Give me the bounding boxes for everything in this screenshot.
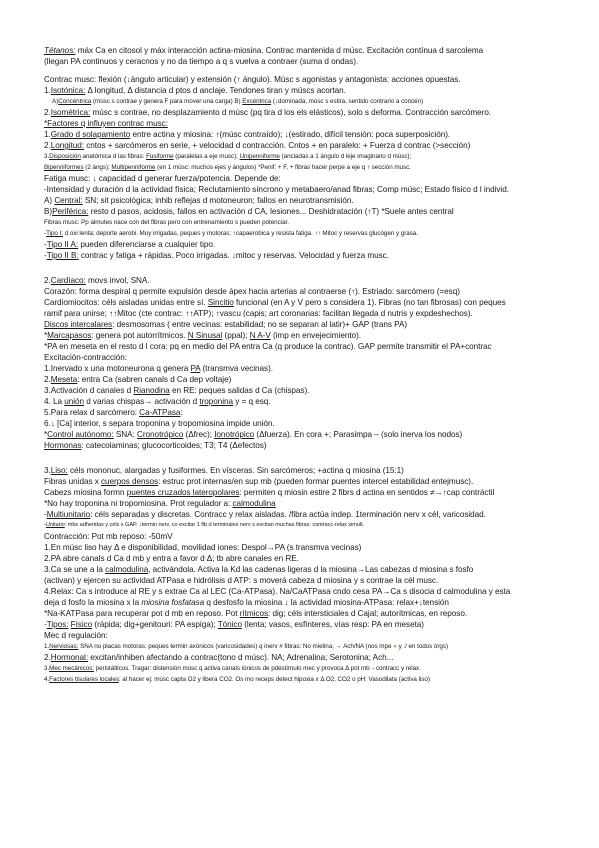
text-span: : catecolaminas; glucocorticoides; T3; T4 (Δefectos) — [81, 441, 267, 450]
text-span: d oxi lenta; deporte aerobi. Muy irrigadas, peques y motoras; ↑capaerobica y resista fatiga. ↑↑ Mitoc y reservas glucógen y grasa. — [62, 230, 418, 237]
text-span: : desmosomas ( entre vecinas: estabilidad; no se separan al latir)+ GAP (trans PA) — [112, 320, 408, 329]
text-span: : genera pot autorrítmicos. — [91, 331, 188, 340]
text-span: troponina — [199, 397, 234, 406]
text-span: (↓dominada, músc s estira, sentido contrario a concén) — [271, 98, 424, 105]
text-span: Disposición — [49, 153, 81, 160]
text-span: 6.↓ [Ca] interior, s separa troponina y tropomiosina impide unión. — [44, 419, 275, 428]
text-span: SNA: — [113, 430, 138, 439]
document-body — [44, 45, 566, 685]
text-span: (en 1 músc: muchos ejes y ángulos) *Penif: + F, + fibras hacer perpe a eje q ↑ sección musc. — [155, 164, 411, 171]
text-span: -Intensidad y duración d la actividad física; Reclutamiento síncrono y metabaero/anad fibras; Comp músc; Estado físico d l individ. — [44, 185, 509, 194]
text-span: máx Ca en citosol y máx interacción actina-miosina. Contrac mantenida d músc. Excitación contínua d sarcolema — [75, 46, 484, 55]
text-line — [44, 663, 566, 674]
text-span: : — [180, 408, 183, 417]
text-span: Tipo II B: — [46, 251, 79, 260]
text-span: 1. — [44, 86, 51, 95]
text-line — [44, 286, 566, 297]
text-span: (2 ángs); — [83, 164, 112, 171]
text-line — [44, 476, 566, 487]
text-line — [44, 45, 566, 56]
text-span: y = q esq. — [233, 397, 271, 406]
text-span: Periférica: — [52, 207, 89, 216]
text-line — [44, 129, 566, 140]
text-span: - — [44, 522, 46, 528]
text-span: rítmicos — [239, 609, 268, 618]
text-span: Nerviosas: — [49, 643, 79, 650]
text-line — [44, 429, 566, 440]
text-span: Hormonas — [44, 441, 82, 450]
text-span: Cabezs miosina formn — [44, 488, 127, 497]
text-line — [44, 575, 566, 586]
text-span: miosina fosfatasa — [141, 598, 205, 607]
text-line — [44, 674, 566, 685]
text-span: Unipenniforme — [239, 153, 280, 160]
text-span: : entra Ca (sabren canals d Ca dep voltaje) — [77, 375, 232, 384]
text-line — [44, 140, 566, 151]
text-span: Unitario — [45, 522, 65, 528]
text-line — [44, 542, 566, 553]
text-line — [44, 586, 566, 597]
text-line — [44, 195, 566, 206]
text-span: 3. — [44, 665, 50, 672]
text-span: Tipos: — [46, 620, 69, 629]
text-span: - — [44, 240, 47, 249]
text-span: (ppal); — [222, 331, 250, 340]
text-span: q desfosfo la miosina ↓ la actividad miosina-ATPasa: relax+↓tensión — [204, 598, 449, 607]
text-span: B) — [44, 207, 53, 216]
text-span: 2. — [44, 108, 51, 117]
text-span: Cronotrópico — [137, 430, 184, 439]
text-span: Isométrica: — [50, 108, 91, 117]
text-line — [44, 520, 566, 531]
text-span: Longitud: — [50, 141, 84, 150]
text-span: 1. — [44, 643, 50, 650]
text-span: entre actina y miosina: ↑(músc contraído); ↓(estirado, difícil tensión: poca superposición). — [130, 130, 451, 139]
text-span: puentes cruzados lateropolares — [126, 488, 240, 497]
text-span: (músc s contrae y genera F para mover una carga) B) — [91, 98, 243, 105]
text-span: , activándola. Activa la Kd las cadenas ligeras d la miosina→Las cabezas d miosina s fosfo — [148, 565, 474, 574]
text-span: Físico — [70, 620, 93, 629]
text-line — [44, 487, 566, 498]
text-line — [44, 418, 566, 429]
text-line — [44, 173, 566, 184]
text-span: 5.Para relax d sarcómero: — [44, 408, 140, 417]
text-span: A) — [52, 98, 59, 105]
text-span: *PA en meseta en el resto d l cora: pq en medio del PA entra Ca (q produce la contrac). GAP permite transmitir el PA+contrac — [44, 342, 492, 351]
text-span: Meseta — [50, 375, 78, 384]
text-span: (rápida; dig+genitouri: PA espiga); — [92, 620, 218, 629]
text-line — [44, 107, 566, 118]
text-span: (Δfuerza). En cora +; Parasimpa – (solo inerva los nodos) — [254, 430, 463, 439]
text-line — [44, 385, 566, 396]
text-line — [44, 341, 566, 352]
text-span: contrac y fatiga + rápidas. Poco irrigadas. ↓mitoc y reservas. Velocidad y fuerza musc. — [78, 251, 389, 260]
text-line — [44, 74, 566, 85]
text-span: SNA no placas motoras: peques termin axónicos (varicosidades) q inerv # fibras: No mielina; → Ach/NA (nos mpe — [78, 643, 394, 650]
text-span: Tipo II A: — [46, 240, 79, 249]
bullet-icon: ● — [393, 643, 397, 650]
text-line — [44, 630, 566, 641]
text-span: anatómica d las fibras: — [80, 153, 147, 160]
text-span: peristálticos. Tragar: distensión músc q activa canals iónicos de pdestirnulo mec y provoca Δ pot mb→contracc y relax. — [93, 665, 421, 672]
text-line — [44, 217, 566, 228]
text-span: Cardíaco: — [50, 276, 86, 285]
text-span: * — [44, 430, 48, 439]
text-span: : estruc prot internas/en sup mb (pueden formar puentes intercel estabilidad entejmusc). — [158, 477, 474, 486]
text-line — [44, 641, 566, 652]
text-span: Control autónomo: — [47, 430, 114, 439]
text-span: (Δfrec); — [183, 430, 215, 439]
text-line — [44, 619, 566, 630]
text-line — [44, 509, 566, 520]
text-span: y :/ en todos órgs) — [396, 643, 449, 650]
text-span: 4.Relax: Ca s introduce al RE y s extrae Ca al LEC (Ca-ATPasa). Na/CaATPasa cndo cesa PA→Ca s disocia d calmodulina y esta — [44, 587, 511, 596]
text-line — [44, 330, 566, 341]
text-line — [44, 319, 566, 330]
text-span: 2. — [44, 653, 51, 662]
text-span: resto d pasos, acidosis, fallos en activación d CA, lesiones... Deshidratación (↑T) *Suele antes central — [88, 207, 454, 216]
text-span: Bipenniformes — [44, 164, 84, 171]
text-span: Hormonal: — [50, 653, 89, 662]
text-span: : dig; céls intersticiales d Cajal; autorítmicas, en reposo. — [268, 609, 468, 618]
text-span: - — [44, 620, 47, 629]
text-span: 4. — [44, 676, 50, 683]
text-span: Mec d regulación: — [44, 631, 108, 640]
text-line — [44, 553, 566, 564]
text-span: (paralelas a eje musc); — [173, 153, 240, 160]
text-line — [44, 465, 566, 476]
text-span: movs invol, SNA. — [85, 276, 150, 285]
text-span: Tétanos: — [44, 46, 76, 55]
text-line — [44, 498, 566, 509]
text-span: d varias chispas→ activación d — [83, 397, 200, 406]
text-span: *No hay troponina ni tropomiosina. Prot regulador a: — [44, 499, 233, 508]
text-line — [44, 206, 566, 217]
text-span: cuerpos densos — [101, 477, 159, 486]
text-span: Factores tisulares locales — [49, 676, 119, 683]
text-span: (imp en envejecimiento). — [270, 331, 361, 340]
text-span: 3. — [44, 466, 51, 475]
text-line — [44, 608, 566, 619]
text-line — [44, 531, 566, 542]
text-line — [44, 56, 566, 67]
text-span: Contrac musc: flexión (↓ángulo articular) y extensión (↑ ángulo). Músc s agonistas y antagonista: acciones opuestas. — [44, 75, 461, 84]
text-span: Liso: — [50, 466, 68, 475]
text-line — [44, 275, 566, 286]
text-line — [44, 374, 566, 385]
text-span: *Na-KATPasa para recuperar pot d mb en reposo. Pot — [44, 609, 240, 618]
text-line — [44, 250, 566, 261]
text-span: 1. — [44, 130, 51, 139]
text-span: - — [44, 251, 47, 260]
text-span: Discos intercalares — [44, 320, 113, 329]
text-span: Fibras musc: Pp almutes nace con det fibras pero con entrenamiento s pueden potenciar. — [44, 219, 289, 226]
text-span: Multipenniforme — [111, 164, 156, 171]
text-span: N A-V — [249, 331, 271, 340]
text-span: calmodulina — [105, 565, 149, 574]
text-span: 2. — [44, 276, 51, 285]
text-span: SN; sit psicológica; inhib reflejas d motoneuron; fallos en neurotransmisión. — [82, 196, 354, 205]
text-span: (transmva vecinas). — [200, 364, 273, 373]
text-span: Fusiforme — [146, 153, 174, 160]
text-span: *Factores q influyen contrac musc: — [44, 119, 168, 128]
text-span: 4. La — [44, 397, 65, 406]
text-line — [44, 184, 566, 195]
text-span: PA — [190, 364, 201, 373]
text-line — [44, 407, 566, 418]
text-span: Mec mecánicos: — [49, 665, 94, 672]
text-line — [44, 363, 566, 374]
text-span: N Sinusal — [187, 331, 223, 340]
text-span: (activan) y ejercen su actividad ATPasa e hidrólisis d ATP: s moverá cabeza d miosina y s contrae la cél musc. — [44, 576, 439, 585]
text-span: Ionotrópico — [214, 430, 255, 439]
text-span: Marcapasos — [47, 331, 92, 340]
text-span: 3.Activación d canales d — [44, 386, 134, 395]
text-span: Corazón: forma despiral q permite expulsión desde ápex hacia arterias al contraerse (↑). Estriado: sarcómero (=esq) — [44, 287, 460, 296]
text-span: - — [44, 230, 47, 237]
text-span: Multiunitario — [46, 510, 91, 519]
text-line — [44, 162, 566, 173]
text-span: Concéntrica — [58, 98, 92, 105]
text-span: calmodulina — [232, 499, 276, 508]
text-span: pueden diferenciarse a cualquier tipo. — [78, 240, 216, 249]
text-line — [44, 297, 566, 308]
text-line — [44, 440, 566, 451]
text-line — [44, 396, 566, 407]
text-span: 3. — [44, 153, 50, 160]
text-line — [44, 352, 566, 363]
text-span: Sincitio — [207, 298, 234, 307]
text-span: Central: — [54, 196, 83, 205]
text-line — [44, 239, 566, 250]
text-span: : al hacer ej: músc capta O2 y libera CO2. Os mo receps detect hipoxia x Δ O2, CO2 o pH: Vasodilata (activa liso) — [118, 676, 430, 683]
text-span: A) — [44, 196, 55, 205]
text-span: ramif para unirse; ↑↑Mitoc (cte contrac: ↑↑ATP); ↑vascu (capis; art coronarias: facilitan llegada d nutris y expdeshechos). — [44, 309, 473, 318]
text-span: : permiten q miosin estire 2 fibrs d actina en sentidos ≠→↑cap contráctil — [239, 488, 495, 497]
text-line — [44, 597, 566, 608]
text-span: unión — [64, 397, 84, 406]
text-line — [44, 652, 566, 663]
text-span: deja d fosfo la miosina x la — [44, 598, 142, 607]
text-span: 1.En músc liso hay Δ e disponibilidad, movilidad iones: Despol→PA (s transmva vecinas) — [44, 543, 362, 552]
text-span: 1.Inervado x una motoneurona q genera — [44, 364, 191, 373]
text-span: cntos + sarcómeros en serie, + velocidad d contracción. Cntos + en paralelo: + Fuerza d contrac (>sección) — [83, 141, 471, 150]
text-span: : céls separadas y discretas. Contracc y relax aisladas. /fibra actúa indep. 1terminación nerv x cél, varicosidad. — [90, 510, 486, 519]
text-line — [44, 85, 566, 96]
text-span: (ancladas a 1 ángulo d leje imaginario d músc); — [279, 153, 412, 160]
text-line — [44, 308, 566, 319]
text-span: 2. — [44, 141, 51, 150]
text-span: Δ longitud, Δ distancia d ptos d anclaje. Tendones tiran y múscs acortan. — [85, 86, 346, 95]
text-line — [44, 118, 566, 129]
text-span: Contracción: Pot mb reposo: -50mV — [44, 532, 173, 541]
text-span: Excitación-contracción: — [44, 353, 128, 362]
text-span: 2. — [44, 375, 51, 384]
text-span: funcional (en A y V pero s considera 1). Fibras (no tan fibrosas) con peques — [233, 298, 506, 307]
text-span: Tipo I: — [46, 230, 63, 237]
text-span: Excéntrica — [242, 98, 272, 105]
text-span: 3.Ca se une a la — [44, 565, 106, 574]
text-span: (lenta; vasos, esfínteres, vías resp: PA en meseta) — [241, 620, 424, 629]
text-line — [44, 96, 566, 107]
text-line — [44, 564, 566, 575]
text-span: - — [44, 510, 47, 519]
text-line — [44, 228, 566, 239]
text-span: 2.PA abre canals d Ca d mb y entra a favor d Δ; tb abre canales en RE. — [44, 554, 299, 563]
text-span: : mbs adheridas y céls x GAP. ↓termin nerv, co excitar 1 fib d terminales nerv s excitan muchas fibras: contracc-relax simult. — [64, 522, 365, 528]
text-span: Tónico — [217, 620, 242, 629]
text-span: Fatiga musc: ↓ capacidad d generar fuerza/potencia. Depende de: — [44, 174, 281, 183]
text-span: en RE: peques salidas d Ca (chispas). — [169, 386, 310, 395]
text-span: * — [44, 331, 48, 340]
text-span: céls mononuc, alargadas y fusiformes. En vísceras. Sin sarcómeros; +actina q miosina (15:1) — [67, 466, 404, 475]
text-span: Cardiomiocitos: céls aisladas unidas entre sí. — [44, 298, 208, 307]
text-span: (llegan PA continuos y ceracnos y no da tiempo a q s vuelva a contraer (suma d ondas). — [44, 57, 359, 66]
text-span: excitan/inhiben afectando a contrac(tono d músc). NA; Adrenalina; Serotonina; Ach... — [88, 653, 394, 662]
text-span: músc s contrae, no desplazamiento d músc (pq tira d los els elásticos), solo s deforma. Contracción sarcómero. — [90, 108, 492, 117]
text-span: Grado d solapamiento — [50, 130, 131, 139]
text-span: Isotónica: — [50, 86, 86, 95]
text-line — [44, 151, 566, 162]
text-span: Fibras unidas x — [44, 477, 101, 486]
text-span: Rianodina — [133, 386, 170, 395]
text-span: Ca-ATPasa — [139, 408, 181, 417]
